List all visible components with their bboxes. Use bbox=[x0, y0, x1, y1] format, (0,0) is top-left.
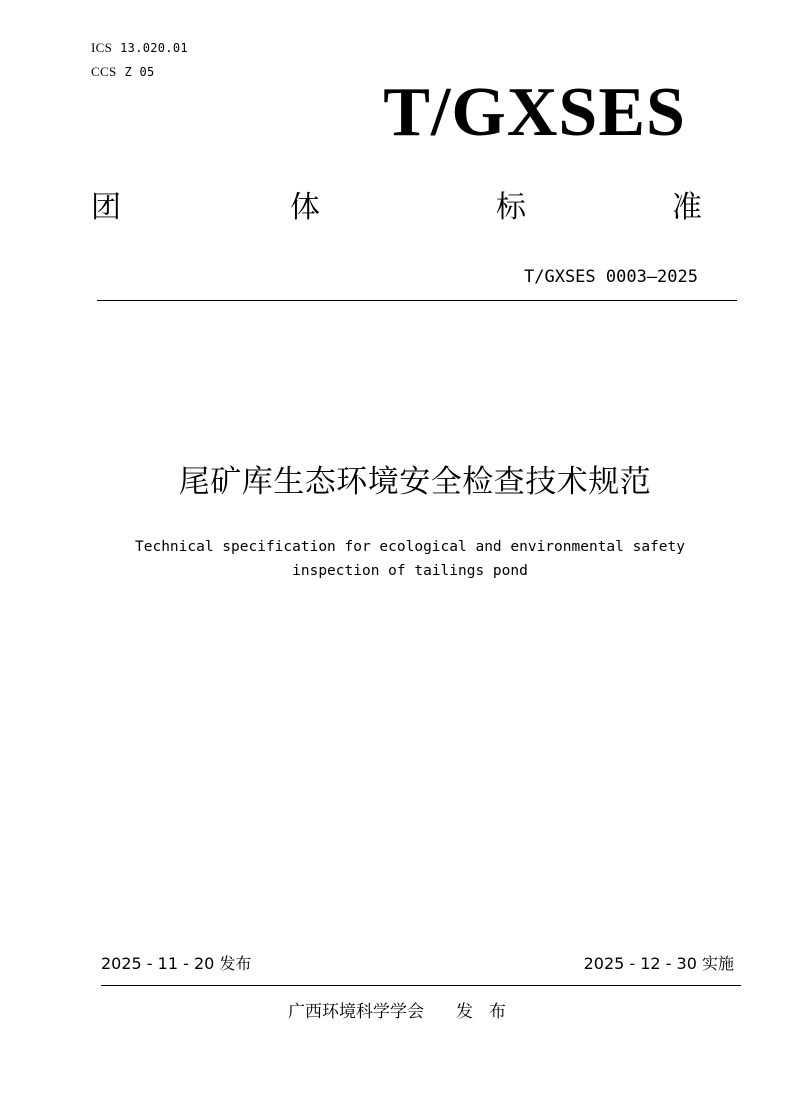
standard-type-char-3: 标 bbox=[496, 190, 526, 225]
publisher-name: 广西环境科学学会 bbox=[288, 1002, 424, 1022]
standard-type-char-2: 体 bbox=[290, 190, 320, 225]
header-divider bbox=[97, 300, 737, 301]
implementation-date: 2025 - 12 - 30 实施 bbox=[583, 954, 734, 973]
organization-code: T/GXSES bbox=[383, 74, 686, 151]
ics-code: 13.020.01 bbox=[120, 41, 188, 55]
title-chinese: 尾矿库生态环境安全检查技术规范 bbox=[178, 464, 652, 500]
standard-type-char-4: 准 bbox=[672, 190, 702, 225]
standard-number: T/GXSES 0003—2025 bbox=[524, 267, 698, 287]
ccs-code: Z 05 bbox=[124, 65, 155, 79]
publisher bbox=[288, 997, 522, 1022]
title-english-line-1: Technical specification for ecological and environmental safety bbox=[135, 539, 685, 555]
ccs-label: CCS bbox=[91, 64, 117, 79]
title-english-line-2: inspection of tailings pond bbox=[292, 563, 528, 579]
footer-divider bbox=[101, 985, 741, 986]
ccs-classification bbox=[91, 64, 155, 80]
publisher-action: 发布 bbox=[456, 1002, 522, 1022]
standard-type-char-1: 团 bbox=[91, 190, 121, 225]
ics-classification bbox=[91, 40, 188, 56]
ics-label: ICS bbox=[91, 40, 113, 55]
issue-date: 2025 - 11 - 20 发布 bbox=[101, 954, 252, 973]
